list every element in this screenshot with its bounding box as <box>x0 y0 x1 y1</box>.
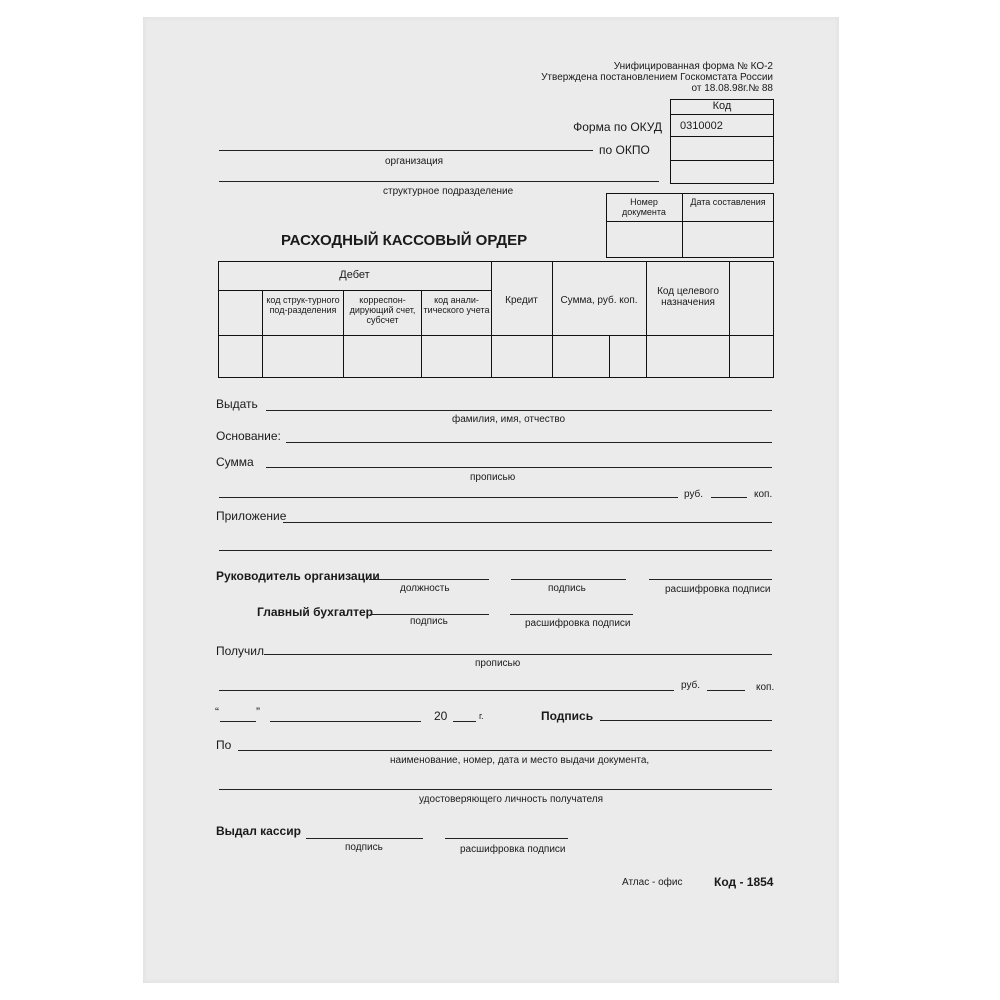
col-amount: Сумма, руб. коп. <box>560 295 638 306</box>
year-prefix: 20 <box>434 709 448 723</box>
debit-header: Дебет <box>339 269 370 281</box>
received-rub-label: руб. <box>681 680 701 691</box>
approval-date-text: от 18.08.98г.№ 88 <box>691 83 773 94</box>
form-number-text: Унифицированная форма № КО-2 <box>613 61 773 72</box>
approval-text: Утверждена постановлением Госкомстата России <box>541 72 773 83</box>
received-signature-line[interactable] <box>600 720 772 721</box>
received-in-words-caption: прописью <box>475 658 521 669</box>
head-decoding-caption: расшифровка подписи <box>665 584 771 595</box>
col-corr-account: корреспон-дирующий счет, субсчет <box>349 295 416 325</box>
received-words-line-1[interactable] <box>264 654 772 655</box>
okpo-label: по ОКПО <box>599 143 650 157</box>
id-document-caption: наименование, номер, дата и место выдачи документа, <box>390 755 650 766</box>
kod-label: Код <box>712 100 732 112</box>
division-caption: структурное подразделение <box>383 186 514 197</box>
page-title: РАСХОДНЫЙ КАССОВЫЙ ОРДЕР <box>281 232 528 249</box>
chief-decoding-line[interactable] <box>510 614 633 615</box>
sum-in-words-caption: прописью <box>470 472 516 483</box>
cashier-label: Выдал кассир <box>216 824 301 838</box>
attachment-line-2[interactable] <box>219 550 772 551</box>
date-quote-close: ” <box>256 705 260 719</box>
head-label: Руководитель организации <box>216 569 380 583</box>
chief-decoding-caption: расшифровка подписи <box>525 618 631 629</box>
date-year-line[interactable] <box>453 721 476 722</box>
cashier-signature-caption: подпись <box>345 842 383 853</box>
id-document-line-2[interactable] <box>219 789 772 790</box>
identity-caption: удостоверяющего личность получателя <box>419 794 604 805</box>
col-credit: Кредит <box>505 295 538 306</box>
okud-value: 0310002 <box>680 120 723 132</box>
sum-kop-line[interactable] <box>711 497 747 498</box>
id-document-line-1[interactable] <box>238 750 772 751</box>
received-label: Получил <box>216 644 264 658</box>
sum-label: Сумма <box>216 455 254 469</box>
cashier-decoding-caption: расшифровка подписи <box>460 844 566 855</box>
organization-line[interactable] <box>219 150 593 151</box>
organization-caption: организация <box>385 156 444 167</box>
doc-number-label: Номер документа <box>622 197 666 217</box>
publisher-text: Атлас - офис <box>622 877 683 888</box>
col-purpose-code: Код целевого назначения <box>657 286 719 308</box>
head-position-line[interactable] <box>369 579 489 580</box>
head-signature-line[interactable] <box>511 579 626 580</box>
sum-words-line-2[interactable] <box>219 497 678 498</box>
basis-label: Основание: <box>216 429 281 443</box>
issue-line[interactable] <box>266 410 772 411</box>
date-month-line[interactable] <box>270 721 421 722</box>
received-signature-label: Подпись <box>541 709 594 723</box>
sum-rub-label: руб. <box>684 489 704 500</box>
year-suffix: г. <box>479 711 484 721</box>
head-position-caption: должность <box>400 583 450 594</box>
chief-signature-caption: подпись <box>410 616 448 627</box>
head-decoding-line[interactable] <box>649 579 772 580</box>
head-signature-caption: подпись <box>548 583 586 594</box>
product-code-text: Код - 1854 <box>714 875 774 889</box>
sum-kop-label: коп. <box>754 489 773 500</box>
attachment-line-1[interactable] <box>283 522 772 523</box>
attachment-label: Приложение <box>216 509 287 523</box>
cashier-decoding-line[interactable] <box>445 838 568 839</box>
cashier-signature-line[interactable] <box>306 838 423 839</box>
col-division-code: код струк-турного под-разделения <box>266 295 340 315</box>
fio-caption: фамилия, имя, отчество <box>452 414 566 425</box>
received-words-line-2[interactable] <box>219 690 674 691</box>
by-label: По <box>216 738 232 752</box>
date-quote-open: “ <box>215 705 219 719</box>
doc-date-label: Дата составления <box>690 197 766 207</box>
issue-label: Выдать <box>216 397 258 411</box>
received-kop-line[interactable] <box>707 690 745 691</box>
col-analytic-code: код анали-тического учета <box>423 295 490 315</box>
division-line[interactable] <box>219 181 659 182</box>
sum-words-line-1[interactable] <box>266 467 772 468</box>
received-kop-label: коп. <box>756 682 775 693</box>
chief-accountant-label: Главный бухгалтер <box>257 605 374 619</box>
date-day-line[interactable] <box>220 721 256 722</box>
okud-label: Форма по ОКУД <box>573 120 662 134</box>
chief-signature-line[interactable] <box>370 614 489 615</box>
basis-line[interactable] <box>286 442 772 443</box>
